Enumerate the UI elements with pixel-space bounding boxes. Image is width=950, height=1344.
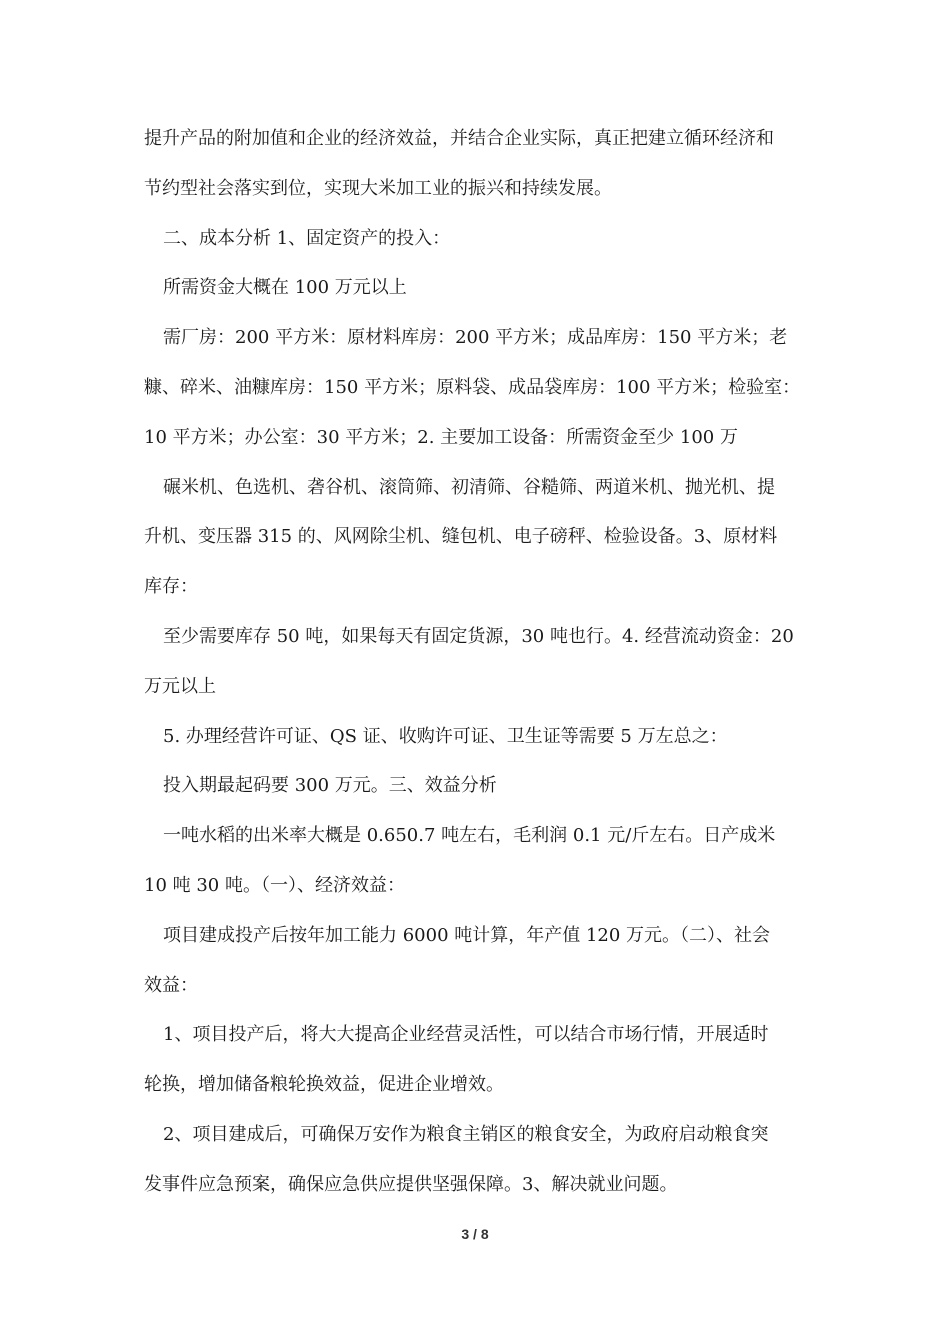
text-line: 碾米机、色选机、砻谷机、滚筒筛、初清筛、谷糙筛、两道米机、抛光机、提 bbox=[163, 476, 775, 498]
text-line: 投入期最起码要 300 万元。三、效益分析 bbox=[163, 775, 497, 797]
page-number: 3 / 8 bbox=[461, 1226, 489, 1242]
text-line: 项目建成投产后按年加工能力 6000 吨计算，年产值 120 万元。（二）、社会 bbox=[163, 924, 771, 946]
text-line: 一吨水稻的出米率大概是 0.650.7 吨左右，毛利润 0.1 元/斤左右。日产成米 bbox=[163, 825, 776, 847]
text-line: 升机、变压器 315 的、风网除尘机、缝包机、电子磅秤、检验设备。3、原材料 bbox=[144, 526, 778, 548]
text-line: 5. 办理经营许可证、QS 证、收购许可证、卫生证等需要 5 万左总之： bbox=[163, 725, 728, 747]
text-line: 糠、碎米、油糠库房：150 平方米；原料袋、成品袋库房：100 平方米；检验室： bbox=[144, 376, 801, 398]
text-line: 2、项目建成后，可确保万安作为粮食主销区的粮食安全，为政府启动粮食突 bbox=[163, 1123, 769, 1145]
text-line: 轮换，增加储备粮轮换效益，促进企业增效。 bbox=[144, 1074, 504, 1096]
text-line: 效益： bbox=[144, 974, 198, 996]
text-line: 节约型社会落实到位，实现大米加工业的振兴和持续发展。 bbox=[144, 177, 612, 199]
text-line: 10 吨 30 吨。（一）、经济效益： bbox=[144, 874, 405, 896]
text-line: 万元以上 bbox=[144, 675, 216, 697]
text-line: 1、项目投产后，将大大提高企业经营灵活性，可以结合市场行情，开展适时 bbox=[163, 1024, 769, 1046]
text-line: 10 平方米；办公室：30 平方米；2. 主要加工设备：所需资金至少 100 万 bbox=[144, 426, 738, 448]
text-line: 发事件应急预案，确保应急供应提供坚强保障。3、解决就业问题。 bbox=[144, 1173, 678, 1195]
text-line: 需厂房：200 平方米：原材料库房：200 平方米；成品库房：150 平方米；老 bbox=[163, 327, 788, 349]
text-line: 二、成本分析 1、固定资产的投入： bbox=[163, 227, 451, 249]
text-line: 所需资金大概在 100 万元以上 bbox=[163, 277, 407, 299]
document-body bbox=[144, 119, 812, 1215]
text-line: 库存： bbox=[144, 576, 198, 598]
text-line: 提升产品的附加值和企业的经济效益，并结合企业实际，真正把建立循环经济和 bbox=[144, 128, 774, 149]
text-line: 至少需要库存 50 吨，如果每天有固定货源，30 吨也行。4. 经营流动资金：20 bbox=[163, 625, 794, 647]
